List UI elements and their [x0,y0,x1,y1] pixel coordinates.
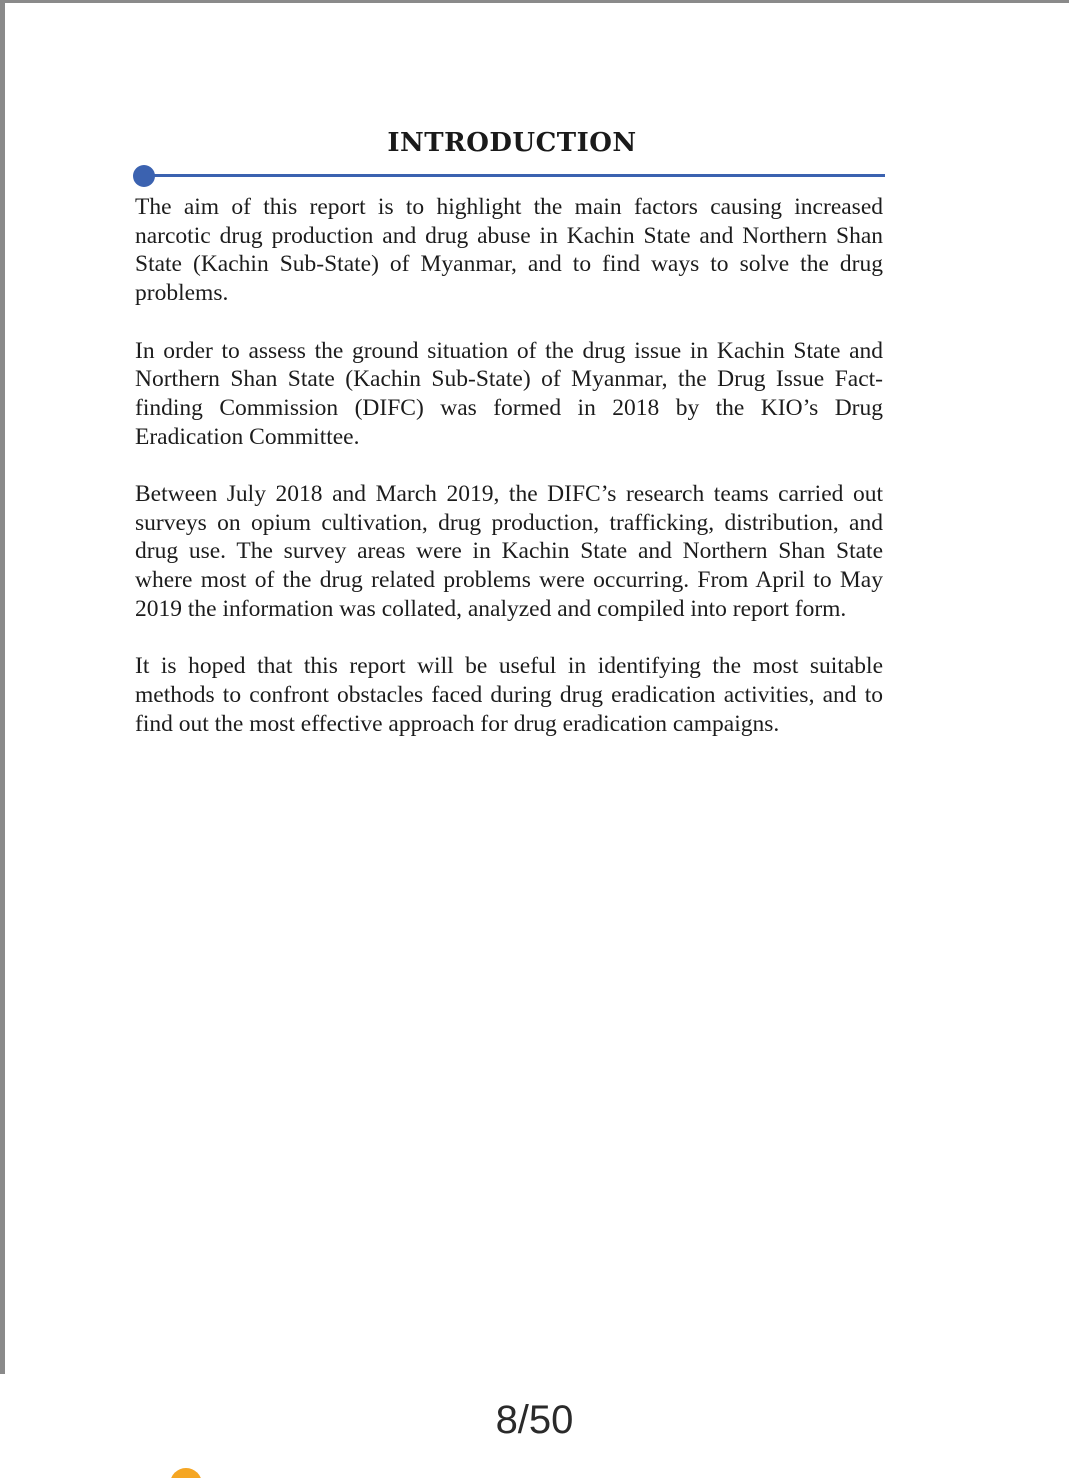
section-heading: INTRODUCTION [387,128,637,158]
paragraph: In order to assess the ground situation of the drug issue in Kachin State and Northern Shan State (Kachin Sub-State) of Myanmar, the Drug Issue Fact-finding Commission (DIFC) was formed in 2018 by the KIO’s Drug Eradication Committee. [135,337,883,450]
heading-bullet-dot [133,165,155,187]
heading-underline [141,174,885,177]
paragraph: The aim of this report is to highlight the main factors causing increased narcotic drug production and drug abuse in Kachin State and Northern Shan State (Kachin Sub-State) of Myanmar, and to find ways to solve the drug problems. [135,194,883,307]
page-number-indicator: 8/50 [495,1398,574,1442]
floating-action-button[interactable] [170,1468,202,1478]
paragraph: Between July 2018 and March 2019, the DIFC’s research teams carried out surveys on opium cultivation, drug production, trafficking, distribution, and drug use. The survey areas were in Kachin State and Northern Shan State where most of the drug related problems were occurring. From April to May 2019 the information was collated, analyzed and compiled into report form. [135,481,883,622]
body-text [135,193,883,767]
paragraph: It is hoped that this report will be useful in identifying the most suitable methods to confront obstacles faced during drug eradication activities, and to find out the most effective approach for drug eradication campaigns. [135,653,883,737]
